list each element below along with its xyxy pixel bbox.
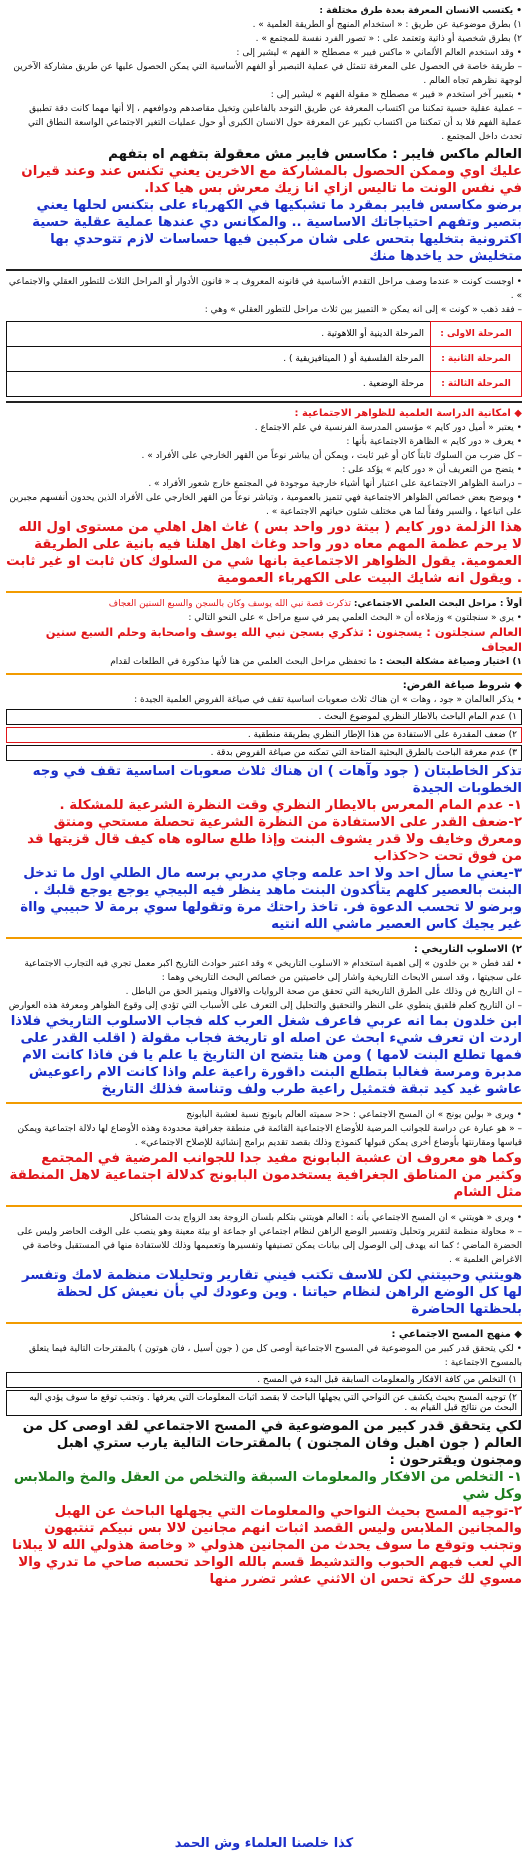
recommendation-item: ٢) توجيه المسح بحيث يكشف عن النواحي التي يجهلها الباحث لا بقصد اثبات المعلومات التي يعرفها . وتجنب توقع ما سوف يؤدي اليه البحث من نتائج قبل القيام به . — [6, 1390, 522, 1416]
divider — [6, 269, 522, 271]
text-line: – ان التاريخ فن وذلك على الطرق التاريخية التي تحقق من صحة الروايات والاقوال ويتميز الحق من الباطل . — [125, 987, 522, 997]
stage-text: المرحلة الفلسفية أو ( الميتافيزيقية ) . — [7, 347, 431, 372]
text-line: • اوجست كونت « عندما وصف مراحل التقدم الأساسية في قانونه المعروف بـ « قانون الأدوار أو المراحل الثلاث للتطور العقلي والاجتماعي » . — [8, 277, 522, 301]
note-line: تذكر الخاطبتان ( جود وآهات ) ان هناك ثلاث صعوبات اساسية تقف في وجه الخطوبات الجيدة — [32, 764, 522, 796]
text-line: • يعتبر « أميل دور كايم » مؤسس المدرسة الفرنسية في علم الاجتماع . — [254, 423, 522, 433]
note-line: برضو مكاسس فايبر بمقرد ما تشبكيها في الكهرباء على بتكنس لحلها يعني بتصير وتفهم احتياجاتك الاساسية .. والمكانس دي عندها عملية عقلية حسية اكترونية بتخليها بتحس على شان مركبين فيها حساسات لازم تتوحدي بها متخليش حد ياخدها منك — [32, 198, 522, 264]
table-row — [7, 372, 522, 397]
comte-section — [6, 275, 522, 397]
text-line: – ان التاريخ كعلم فلقيق ينطوي على النظر والتحقيق والتحليل إلى التعرف على الأسباب التي تؤدي إلى وقوع الظواهر ومعرفة هذه العوارض — [8, 1001, 522, 1011]
title-note: تذكرت قصة نبي الله يوسف وكان بالسجن والسبع السنين العجاف — [108, 599, 351, 609]
closing-line: كذا خلصنا العلماء وش الحمد — [174, 1836, 354, 1851]
research-stages-section — [6, 597, 522, 669]
handwritten-note-whitney: هويتني وحبيتني لكن للاسف تكتب فيني تقارير وتحليلات منظمة لامك وتفسر لها كل الوضع الراهن لنظام حياتنا . وين وعودك لي بأن نعيش كل لحظة بلحظتها الحاضرة — [22, 1268, 522, 1317]
section-title: أولاً : مراحل البحث العلمي الاجتماعي: — [353, 599, 522, 609]
handwritten-note-durkheim: هذا الزلمة دور كايم ( بيتة دور واحد بس ) غاث اهل اهلي من مستوى اول الله لا يرحم عظمة المهم معاه دور واحد وغاث اهل اهلنا فيه بانية على الطريقة العمومية. يقول الظواهر الاجتماعية بانها شي من السلوك كان ثابت او غير ثابت . ويقول انه شايك البيت على الكهرباء العمومية — [6, 520, 522, 586]
section-title: ◆ امكانية الدراسة العلمية للظواهر الاجتماعية : — [294, 408, 522, 419]
stage-text: مرحلة الوضعية . — [7, 372, 431, 397]
text-line: – « هو عبارة عن دراسة للجوانب المرضية للأوضاع الاجتماعية القائمة في منطقة جغرافية محدودة وهذه الأوضاع لها دلالة اجتماعية ويمكن قياسها ومقارنتها بأوضاع أخرى يمكن قبولها كنموذج وذلك بقصد تقديم برامج إنشائية للإصلاح الاجتماعي» . — [17, 1124, 522, 1148]
stage-label: المرحلة الثانية : — [431, 347, 522, 372]
text-line: • ويرى « هويتني » ان المسح الاجتماعي بأنه : العالم هويتني بتكلم بلسان الزوجة بعد الزواج بدت المشاكل — [129, 1213, 522, 1223]
divider — [6, 1102, 522, 1104]
table-row — [7, 322, 522, 347]
stage-label: المرحلة الاولى : — [431, 322, 522, 347]
handwritten-note-young: وكما هو معروف ان عشبة البابونج مفيد جدا للجوانب المرضية في المجتمع وكثير من المناطق الجغرافية يستخدمون البابونج كدلالة اجتماعية لاهل المنطقة مثل الشام — [9, 1151, 522, 1200]
stages-table — [6, 321, 522, 397]
section-title: ◆ منهج المسح الاجتماعي : — [391, 1329, 522, 1340]
side-note: ما تحفظي مراحل البحث العلمي من هنا لأنها مذكورة في الطلعات لقدام — [110, 657, 377, 667]
text-line: – عملية عقلية حسية تمكننا من اكتساب المعرفة عن طريق التوحد بالفاعلين وتخيل مقاصدهم ودوافعهم ، إلا أنها مهما كانت دقة تطبيق عملية الفهم فلا بد أن تمكننا من اكتساب تكيير عن المعرفة حول الانسان الكبرى أو حول عمليات التغير الاجتماعي الواسعة النطاق التي تحدث داخل المجتمع . — [28, 104, 522, 142]
text-line: • لقد فطن « بن خلدون » إلى اهمية استخدام « الاسلوب التاريخي » وقد اعتبر حوادث التاريخ اكبر معمل تجري فيه التجارب الاجتماعية على سجيتها ، وقد اسس الابحاث التاريخية واشار إلى خاصيتين من خصائص البحث التاريخي وهما : — [24, 959, 522, 983]
text-line: • يعرف « دور كايم » الظاهرة الاجتماعية بأنها : — [346, 437, 522, 447]
note-line: عليك اوي وممكن الحصول بالمشاركة مع الاخرين يعني تكنس عند وعند قيران في نفس الونت ما تاليس ازاي انا زيك معرش بس هيا كدا. — [21, 164, 522, 196]
durkheim-section — [6, 407, 522, 587]
note-line: ٢-توجيه المسح بحيث النواحي والمعلومات التي يجهلها الباحث عن الهبل والمجانين الملابس وليس القصد اثبات انهم مجانين لالا بس نبيكم تنتبهون وتجنب وتوقع ما سوف يحدث من المجانين هذولي « وخاصة هذولي الله لا يبلانا الي لعب فيهم الحبوب والتدشيط قسم بالله الواحد تحسبه صاحي ما تدري والا مسوي لك حركة تحس ان الاثني عشر تضرر منها — [12, 1504, 522, 1587]
condition-item: ٣) عدم معرفة الباحث بالطرق البحثية المتاحة التي تمكنه من صياغة الفروض بدقة . — [6, 745, 522, 761]
text-line: – « محاولة منظمة لتقرير وتحليل وتفسير الوضع الراهن لنظام اجتماعي او جماعة او بيئة معينة وهو ينصب على الوقت الحاضر وليس على الحضرة الماضي ؛ كما انه يهدف إلى الوصول إلى بيانات يمكن تصنيفها وتفسيرها وتعميمها وذلك للاستفادة منها في المستقبل وخاصة في الاغراض العلمية » . — [17, 1227, 522, 1265]
whitney-survey-section — [6, 1211, 522, 1318]
text-line: • ويوضح بعض خصائص الظواهر الاجتماعية فهي تتميز بالعمومية ، وتباشر نوعاً من القهر الخارجي على الأفراد الذين يحدون أنفسهم مجبرين على اتباعها ، والسير وفقاً لما هي مختلف شئون حياتهم الاجتماعية » . — [9, 493, 522, 517]
table-row — [7, 347, 522, 372]
text-line: ١) بطرق موضوعية عن طريق : « استخدام المنهج أو الطريقة العلمية » . — [252, 20, 522, 30]
note-line: لكي يتحقق قدر كبير من الموضوعية في المسح الاجتماعي لقد اوصى كل من العالم ( جون اهبل وفان المجنون ) بالمقترحات التالية يارب ستري اهبل ومجنون ويقترحون : — [22, 1419, 522, 1468]
hypothesis-conditions-section — [6, 679, 522, 761]
text-line: – دراسة الظواهر الاجتماعية على اعتبار أنها أشياء خارجية موجودة في المجتمع خارج شعور الأفراد » . — [148, 479, 522, 489]
condition-item: ١) عدم المام الباحث بالاطار النظري لموضوع البحث . — [6, 709, 522, 725]
section-title: ٢) الاسلوب التاريخي : — [413, 944, 522, 955]
survey-method-section — [6, 1328, 522, 1416]
note-line: ٣-يعني ما سأل احد ولا احد علمه وجاي مدربي برسه مال الطلي اول ما تدخل البنت بالعصير كلهم يتأكدون البنت ماهد ينظر فيه البيجي يوجع يوجع قلبك . وبرضو لا تحسب الدعوة فر. تاخذ راحتك مرة وتقولها سوي برمة لا حبيبي وااة غير يجيك كاس العصير ماشي الله انتيه — [20, 866, 522, 932]
divider — [6, 1205, 522, 1207]
text-line: • ويرى « بولين يونج » ان المسح الاجتماعي : << سميته العالم بابونج نسبة لعشبة البابونج — [186, 1110, 522, 1120]
note-line: العالم ماكس فايبر : مكاسس فايبر مش معقولة بتفهم اه بتفهم — [108, 147, 522, 162]
handwritten-note-khaldun: ابن خلدون بما انه عربي فاعرف شغل العرب كله فجاب الاسلوب التاريخي فلاذا اردت ان تعرف شيء ابحث عن اصله او تاريخة فجاب مقولة ( اقلب القدر على فمها تطلع البنت لامها ) ومن هنا يتضح ان التاريخ يا علم يا فن فاذا كانت الام مدبرة ومرسة فغالبا بتطلع البنت داقورة راعية علم واذا كانت الام راعوعيش عاشو غيد كيد تبقة فتمثيل راعية طرب ولف وتناسة فذلك التاريخ — [10, 1014, 522, 1097]
note-line: ١- عدم المام المعرس بالايطار النظري وقت النظرة الشرعية للمشكلة . — [59, 798, 522, 813]
handwritten-note-weber — [6, 146, 522, 265]
section-title: ◆ شروط صياغة الفرض: — [402, 680, 522, 691]
text-line: • يتضح من التعريف أن « دور كايم » يؤكد على : — [342, 465, 522, 475]
divider — [6, 673, 522, 675]
condition-item: ٢) ضعف المقدرة على الاستفادة من هذا الإطار النظري بطريقة منطقية . — [6, 727, 522, 743]
historical-method-section — [6, 943, 522, 1098]
stage-text: المرحلة الدينية أو اللاهوتية . — [7, 322, 431, 347]
text-line: – كل ضرب من السلوك ثابتاً كان أو غير ثابت ، ويمكن أن يباشر نوعاً من القهر الخارجي على الأفراد » . — [141, 451, 522, 461]
handwritten-note-hypothesis — [6, 763, 522, 933]
text-line: • لكي يتحقق قدر كبير من الموضوعية في المسوح الاجتماعية أوصى كل من ( جون أسيل ، فان هوتون ) بالمقترحات التالية فيما يتعلق بالمسوح الاجتماعية : — [28, 1344, 522, 1368]
note-line: ٢-ضعف القدر على الاستفادة من النظرة الشرعية تحصلة مستحي ومنتق ومعرق وخايف ولا قدر يشوف البنت وإذا طلع سالوه هاه كيف قال قزيتها قد من فوق تحت <<كذاب — [27, 815, 522, 864]
divider — [6, 1322, 522, 1324]
divider — [6, 401, 522, 403]
recommendation-item: ١) التخلص من كافة الافكار والمعلومات السابقة قبل البدء في المسح . — [6, 1372, 522, 1388]
text-line: • يكتسب الانسان المعرفة بعدة طرق مختلفة : — [319, 6, 522, 16]
handwritten-note-singleton: العالم سنجلتون : يسجنون : تذكري بسجن نبي الله يوسف واصحابة وحلم السبع سنين العجاف — [45, 625, 522, 654]
divider — [6, 937, 522, 939]
section-title-row — [6, 597, 522, 611]
text-line: • يذكر العالمان « جود ، وهات » ان هناك ثلاث صعوبات اساسية تقف في صياغة الفروض العلمية الجيدة : — [134, 695, 522, 705]
text-line: • وقد استخدم العالم الألماني « ماكس فيبر » مصطلح « الفهم » ليشير إلى : — [236, 48, 522, 58]
text-line: – فقد ذهب « كونت » إلى انه يمكن « التمييز بين ثلاث مراحل للتطور العقلي » وهي : — [204, 305, 522, 315]
text-line: – طريقة خاصة في الحصول على المعرفة تتمثل في عملية التبصير أو الفهم الأساسية التي يمكن الحصول عليها عن طريق مشاركة الآخرين لوجهة نظرهم تجاه العالم . — [13, 62, 522, 86]
text-line: • بتعبير آخر استخدم « فيبر » مصطلح « مقولة الفهم » ليشير إلى : — [270, 90, 522, 100]
knowledge-acquisition-section — [6, 4, 522, 144]
note-line: ١- التخلص من الافكار والمعلومات السبقة والتخلص من العقل والمخ والملابس وكل شي — [13, 1470, 522, 1502]
text-line: • يرى « سنجلتون » وزملاءه أن « البحث العلمي يمر في سبع مراحل » على النحو التالي : — [188, 613, 522, 623]
divider — [6, 591, 522, 593]
young-survey-section — [6, 1108, 522, 1201]
stage-label: المرحلة الثالثة : — [431, 372, 522, 397]
text-line — [6, 655, 522, 669]
step-title: ١) اختيار وصياغة مشكلة البحث : — [379, 657, 522, 667]
text-line: ٢) بطرق شخصية أو ذاتية وتعتمد على : « تصور الفرد نفسة للمجتمع » . — [255, 34, 522, 44]
handwritten-note-survey — [6, 1418, 522, 1588]
